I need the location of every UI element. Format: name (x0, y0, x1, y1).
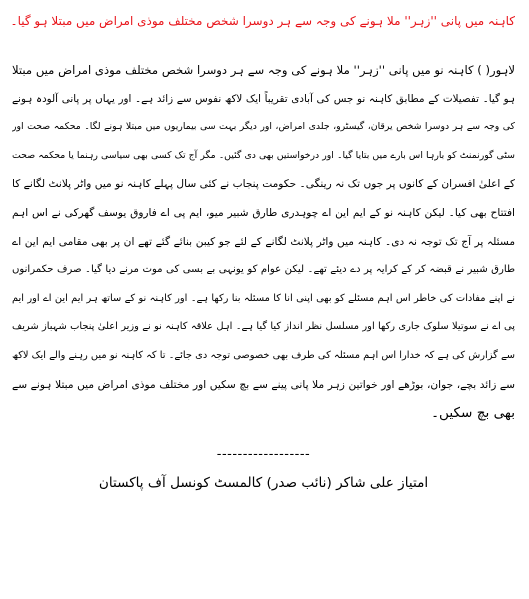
article-line: کی وجہ سے ہر دوسرا شخص یرقان، گیسٹرو، جلدی امراض، اور دیگر بہت سی بیماریوں میں مبتلا ہونے لگا۔ محکمہ صحت اور (12, 121, 515, 133)
article-line: نے اپنے مفادات کی خاطر اس اہم مسئلے کو بھی اپنی انا کا مسئلہ بنا رکھا ہے۔ اور کاہنہ نو کے ساتھ ہر ایم این اے اور ایم (12, 292, 515, 304)
article-line: سے گزارش کی ہے کہ خدارا اس اہم مسئلہ کی طرف بھی خصوصی توجہ دی جائے۔ تا کہ کاہنہ نو میں رہنے والے ایک لاکھ (12, 349, 515, 361)
article-line: افتتاح بھی کیا۔ لیکن کاہنہ نو کے ایم این اے چوہدری طارق شبیر میو، ایم پی اے فاروق یوسف گھرکی نے اس اہم (12, 206, 515, 219)
article-line: بھی بچ سکیں۔ (431, 405, 515, 422)
article-body (12, 56, 515, 428)
article-line: سے زائد بچے، جوان، بوڑھے اور خواتین زہر ملا پانی پینے سے بچ سکیں اور مختلف موذی امراض میں مبتلا ہونے سے (12, 378, 515, 391)
article-line: طارق شبیر نے قبضہ کر کے کرایہ پر دے دیئے تھے۔ لیکن عوام کو یونہی بے بسی کی موت مرنے دیا گیا۔ صرف حکمرانوں (12, 264, 515, 276)
author-byline: امتیاز علی شاکر (نائب صدر) کالمسٹ کونسل آف پاکستان (98, 474, 429, 491)
article-headline: کاہنہ میں پانی ''زہر'' ملا ہونے کی وجہ سے ہر دوسرا شخص مختلف موذی امراض میں مبتلا ہو گیا۔ (10, 14, 515, 28)
article-line: ہو گیا۔ تفصیلات کے مطابق کاہنہ نو جس کی آبادی تقریباً ایک لاکھ نفوس سے زائد ہے۔ اور یہاں پر پانی آلودہ ہونے (12, 92, 515, 105)
article-line: لاہور( ) کاہنہ نو میں پانی ''زہر'' ملا ہونے کی وجہ سے ہر دوسرا شخص مختلف موذی امراض میں مبتلا (12, 63, 515, 77)
article-line: مسئلہ پر آج تک توجہ نہ دی۔ کاہنہ میں واٹر پلانٹ لگانے کے لئے جو کیبن بنائے گئے تھے ان پر بھی مقامی ایم این اے (12, 235, 515, 248)
separator-dashes: ------------------ (216, 446, 311, 462)
article-line: پی اے نے سوتیلا سلوک جاری رکھا اور مسلسل نظر انداز کیا گیا ہے۔ اہل علاقہ کاہنہ نو نے وزیر اعلیٰ پنجاب شہباز شریف (12, 321, 515, 333)
article-line: کے اعلیٰ افسران کے کانوں پر جوں تک نہ رینگی۔ حکومت پنجاب نے کئی سال پہلے کاہنہ نو میں واٹر پلانٹ لگانے کا (12, 178, 515, 191)
article-line: سٹی گورنمنٹ کو بارہا اس بارے میں بتایا گیا۔ اور درخواستیں بھی دی گئیں۔ مگر آج تک کسی بھی سیاسی رہنما یا محکمہ صحت (12, 149, 515, 161)
